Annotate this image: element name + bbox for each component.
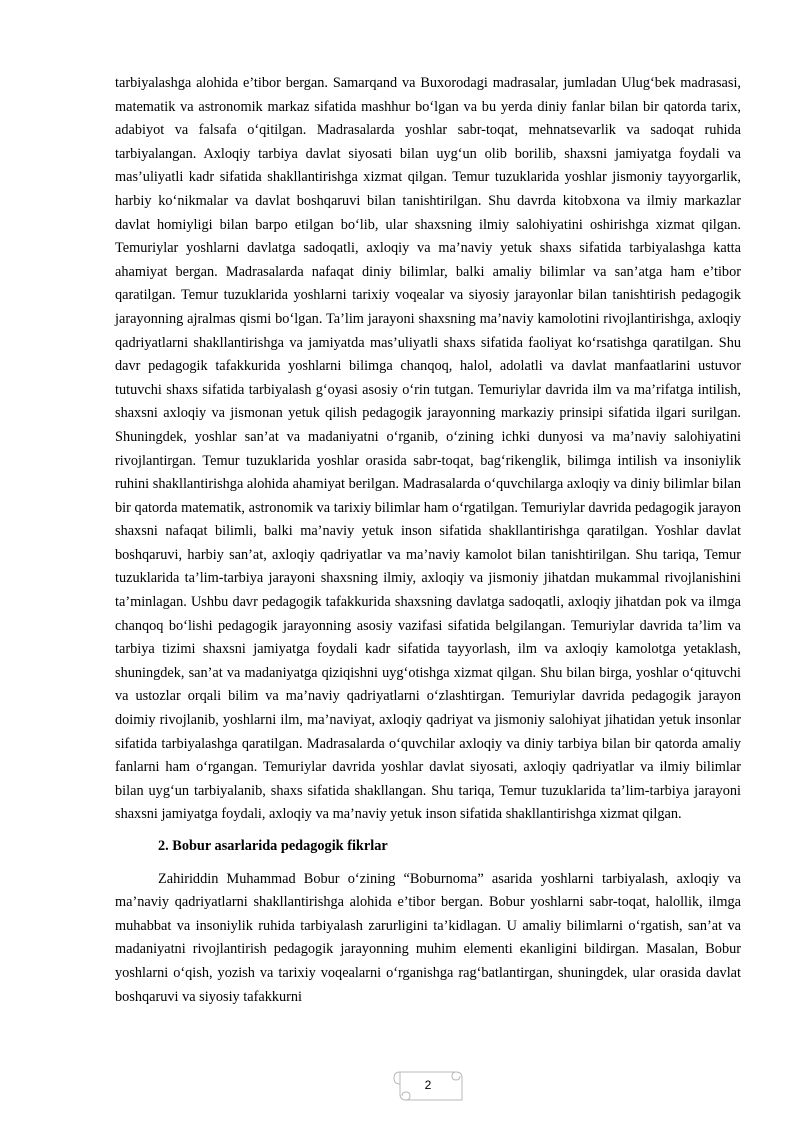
page-number-scroll-icon [392, 1066, 464, 1106]
page-footer [0, 1066, 800, 1106]
section-heading: 2. Bobur asarlarida pedagogik fikrlar [158, 838, 388, 854]
body-paragraph-1: tarbiyalashga alohida e’tibor bergan. Samarqand va Buxorodagi madrasalar, jumladan Ulug‘bek madrasasi, matematik va astronomik markaz sifatida mashhur bo‘lgan va bu yerda diniy fanlar bilan bir qatorda tarix, adabiyot va falsafa o‘qitilgan. Madrasalarda yoshlar sabr-toqat, mehnatsevarlik va sadoqat ruhida tarbiyalangan. Axloqiy tarbiya davlat siyosati bilan uyg‘un olib borilib, shaxsni jamiyatga foydali va mas’uliyatli kadr sifatida shakllantirishga xizmat qilgan. Temur tuzuklarida yoshlar jismoniy tayyorgarlik, harbiy ko‘nikmalar va davlat boshqaruvi bilan tanishtirilgan. Shu davrda kitobxona va ilmiy markazlar davlat homiyligi bilan barpo etilgan bo‘lib, ular shaxsning ilmiy salohiyatini oshirishga xizmat qilgan. Temuriylar yoshlarni davlatga sadoqatli, axloqiy va ma’naviy yetuk shaxs sifatida tarbiyalashga katta ahamiyat bergan. Madrasalarda nafaqat diniy bilimlar, balki amaliy bilimlar va san’atga ham e’tibor qaratilgan. Temur tuzuklarida yoshlarni tarixiy voqealar va siyosiy jarayonlar bilan tanishtirish pedagogik jarayonning ajralmas qismi bo‘lgan. Ta’lim jarayoni shaxsning ma’naviy kamolotini rivojlantirishga, axloqiy qadriyatlarni shakllantirishga va jamiyatda mas’uliyatli shaxs sifatida faoliyat ko‘rsatishga qaratilgan. Shu davr pedagogik tafakkurida yoshlarni bilimga chanqoq, halol, adolatli va davlat manfaatlarini ustuvor tutuvchi shaxs sifatida tarbiyalash g‘oyasi asosiy o‘rin tutgan. Temuriylar davrida ilm va ma’rifatga intilish, shaxsni axloqiy va jismonan yetuk qilish pedagogik jarayonning markaziy prinsipi sifatida ilgari surilgan. Shuningdek, yoshlar san’at va madaniyatni o‘rganib, o‘zining ichki dunyosi va ma’naviy salohiyatini rivojlantirgan. Temur tuzuklarida yoshlar orasida sabr-toqat, bag‘rikenglik, bilimga intilish va insoniylik ruhini shakllantirishga alohida ahamiyat berilgan. Madrasalarda o‘quvchilarga axloqiy va diniy bilimlar bilan bir qatorda matematik, astronomik va tarixiy bilimlar ham o‘rgatilgan. Temuriylar davrida pedagogik jarayon shaxsni nafaqat bilimli, balki ma’naviy yetuk inson sifatida shakllantirishga qaratilgan. Yoshlar davlat boshqaruvi, harbiy san’at, axloqiy qadriyatlar va ma’naviy kamolot bilan tanishtirilgan. Shu tariqa, Temur tuzuklarida ta’lim-tarbiya jarayoni shaxsning ilmiy, axloqiy va jismoniy jihatdan mukammal rivojlanishini ta’minlagan. Ushbu davr pedagogik tafakkurida shaxsning davlatga sadoqatli, axloqiy jihatdan pok va ilmga chanqoq bo‘lishi pedagogik jarayonning asosiy vazifasi sifatida belgilangan. Temuriylar davrida ta’lim va tarbiya tizimi shaxsni jamiyatga foydali kadr sifatida tayyorlash, ilm va axloqiy kamolotga yetaklash, shuningdek, san’at va madaniyatga qiziqishni uyg‘otishga xizmat qilgan. Shu bilan birga, yoshlar o‘qituvchi va ustozlar orqali bilim va ma’naviy qadriyatlarni o‘zlashtirgan. Temuriylar davrida pedagogik jarayon doimiy rivojlanib, yoshlarni ilm, ma’naviyat, axloqiy qadriyat va jismoniy salohiyat jihatidan yetuk insonlar sifatida tarbiyalashga qaratilgan. Madrasalarda o‘quvchilar axloqiy va diniy tarbiya bilan bir qatorda amaliy fanlarni ham o‘rgangan. Temuriylar davrida yoshlar davlat siyosati, axloqiy qadriyatlar va ilmiy bilimlar bilan uyg‘un tarbiyalanib, shaxs sifatida shakllangan. Shu tariqa, Temur tuzuklarida ta’lim-tarbiya jarayoni shaxsni jamiyatga foydali, axloqiy va ma’naviy yetuk inson sifatida shakllantirishga xizmat qilgan. [115, 75, 741, 823]
page-number: 2 [424, 1078, 432, 1092]
document-page [115, 72, 741, 1009]
body-paragraph-2: Zahiriddin Muhammad Bobur o‘zining “Boburnoma” asarida yoshlarni tarbiyalash, axloqiy va ma’naviy qadriyatlarni shakllantirishga alohida e’tibor bergan. Bobur yoshlarni sabr-toqat, halollik, ilmga muhabbat va insoniylik ruhida tarbiyalash zarurligini ta’kidlagan. U amaliy bilimlarni o‘rgatish, san’at va madaniyatni rivojlantirish pedagogik jarayonning muhim elementi ekanligini bildirgan. Masalan, Bobur yoshlarni o‘qish, yozish va tarixiy voqealarni o‘rganishga rag‘batlantirgan, shuningdek, ular orasida davlat boshqaruvi va siyosiy tafakkurni [115, 870, 741, 1005]
